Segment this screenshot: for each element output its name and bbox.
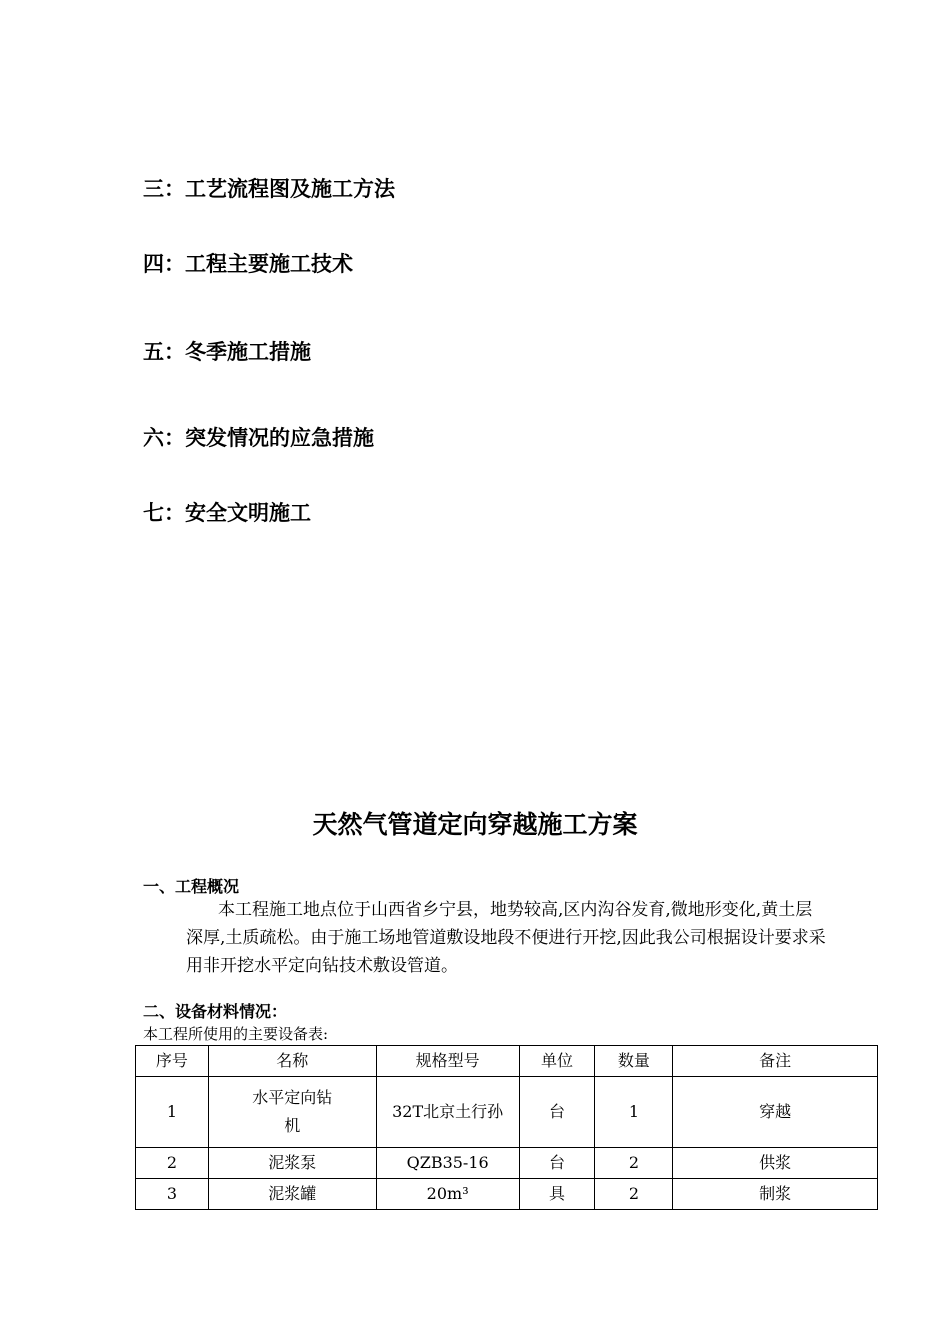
table-cell: QZB35-16 bbox=[376, 1148, 519, 1179]
table-cell: 台 bbox=[519, 1148, 595, 1179]
section-2-heading: 二、设备材料情况： bbox=[143, 1002, 288, 1021]
table-cell: 1 bbox=[136, 1077, 209, 1148]
table-cell: 1 bbox=[595, 1077, 673, 1148]
cell-text: 32T北京土行孙 bbox=[392, 1102, 504, 1121]
equipment-table bbox=[135, 1045, 878, 1210]
table-cell: 2 bbox=[595, 1179, 673, 1210]
document-title: 天然气管道定向穿越施工方案 bbox=[312, 810, 638, 839]
toc-item-3: 三：工艺流程图及施工方法 bbox=[143, 177, 395, 201]
table-cell: 20m³ bbox=[376, 1179, 519, 1210]
table-cell: 2 bbox=[136, 1148, 209, 1179]
table-cell bbox=[376, 1077, 519, 1148]
toc-item-6: 六：突发情况的应急措施 bbox=[143, 426, 374, 450]
header-cell: 单位 bbox=[519, 1046, 595, 1077]
header-cell: 备注 bbox=[673, 1046, 878, 1077]
toc-item-5: 五：冬季施工措施 bbox=[143, 340, 311, 364]
table-row bbox=[136, 1077, 878, 1148]
table-cell: 3 bbox=[136, 1179, 209, 1210]
header-cell: 规格型号 bbox=[376, 1046, 519, 1077]
table-cell: 具 bbox=[519, 1179, 595, 1210]
toc-item-4: 四：工程主要施工技术 bbox=[143, 252, 353, 276]
toc-item-7: 七：安全文明施工 bbox=[143, 501, 311, 525]
table-cell: 台 bbox=[519, 1077, 595, 1148]
table-cell: 供浆 bbox=[673, 1148, 878, 1179]
table-cell: 制浆 bbox=[673, 1179, 878, 1210]
header-cell: 序号 bbox=[136, 1046, 209, 1077]
section-1-heading: 一、工程概况 bbox=[143, 877, 240, 896]
table-caption: 本工程所使用的主要设备表: bbox=[143, 1025, 329, 1043]
project-overview-paragraph: 本工程施工地点位于山西省乡宁县，地势较高,区内沟谷发育,微地形变化,黄土层深厚,土质疏松。由于施工场地管道敷设地段不便进行开挖,因此我公司根据设计要求采用非开挖水平定向钻技术敷设管道。 bbox=[186, 900, 826, 976]
table-row bbox=[136, 1148, 878, 1179]
header-cell: 数量 bbox=[595, 1046, 673, 1077]
table-header-row bbox=[136, 1046, 878, 1077]
table-cell: 泥浆罐 bbox=[208, 1179, 376, 1210]
table-cell: 泥浆泵 bbox=[208, 1148, 376, 1179]
cell-text: 水平定向钻机 bbox=[252, 1088, 333, 1135]
table-cell bbox=[208, 1077, 376, 1148]
table-cell: 2 bbox=[595, 1148, 673, 1179]
table-cell: 穿越 bbox=[673, 1077, 878, 1148]
header-cell: 名称 bbox=[208, 1046, 376, 1077]
table-row bbox=[136, 1179, 878, 1210]
